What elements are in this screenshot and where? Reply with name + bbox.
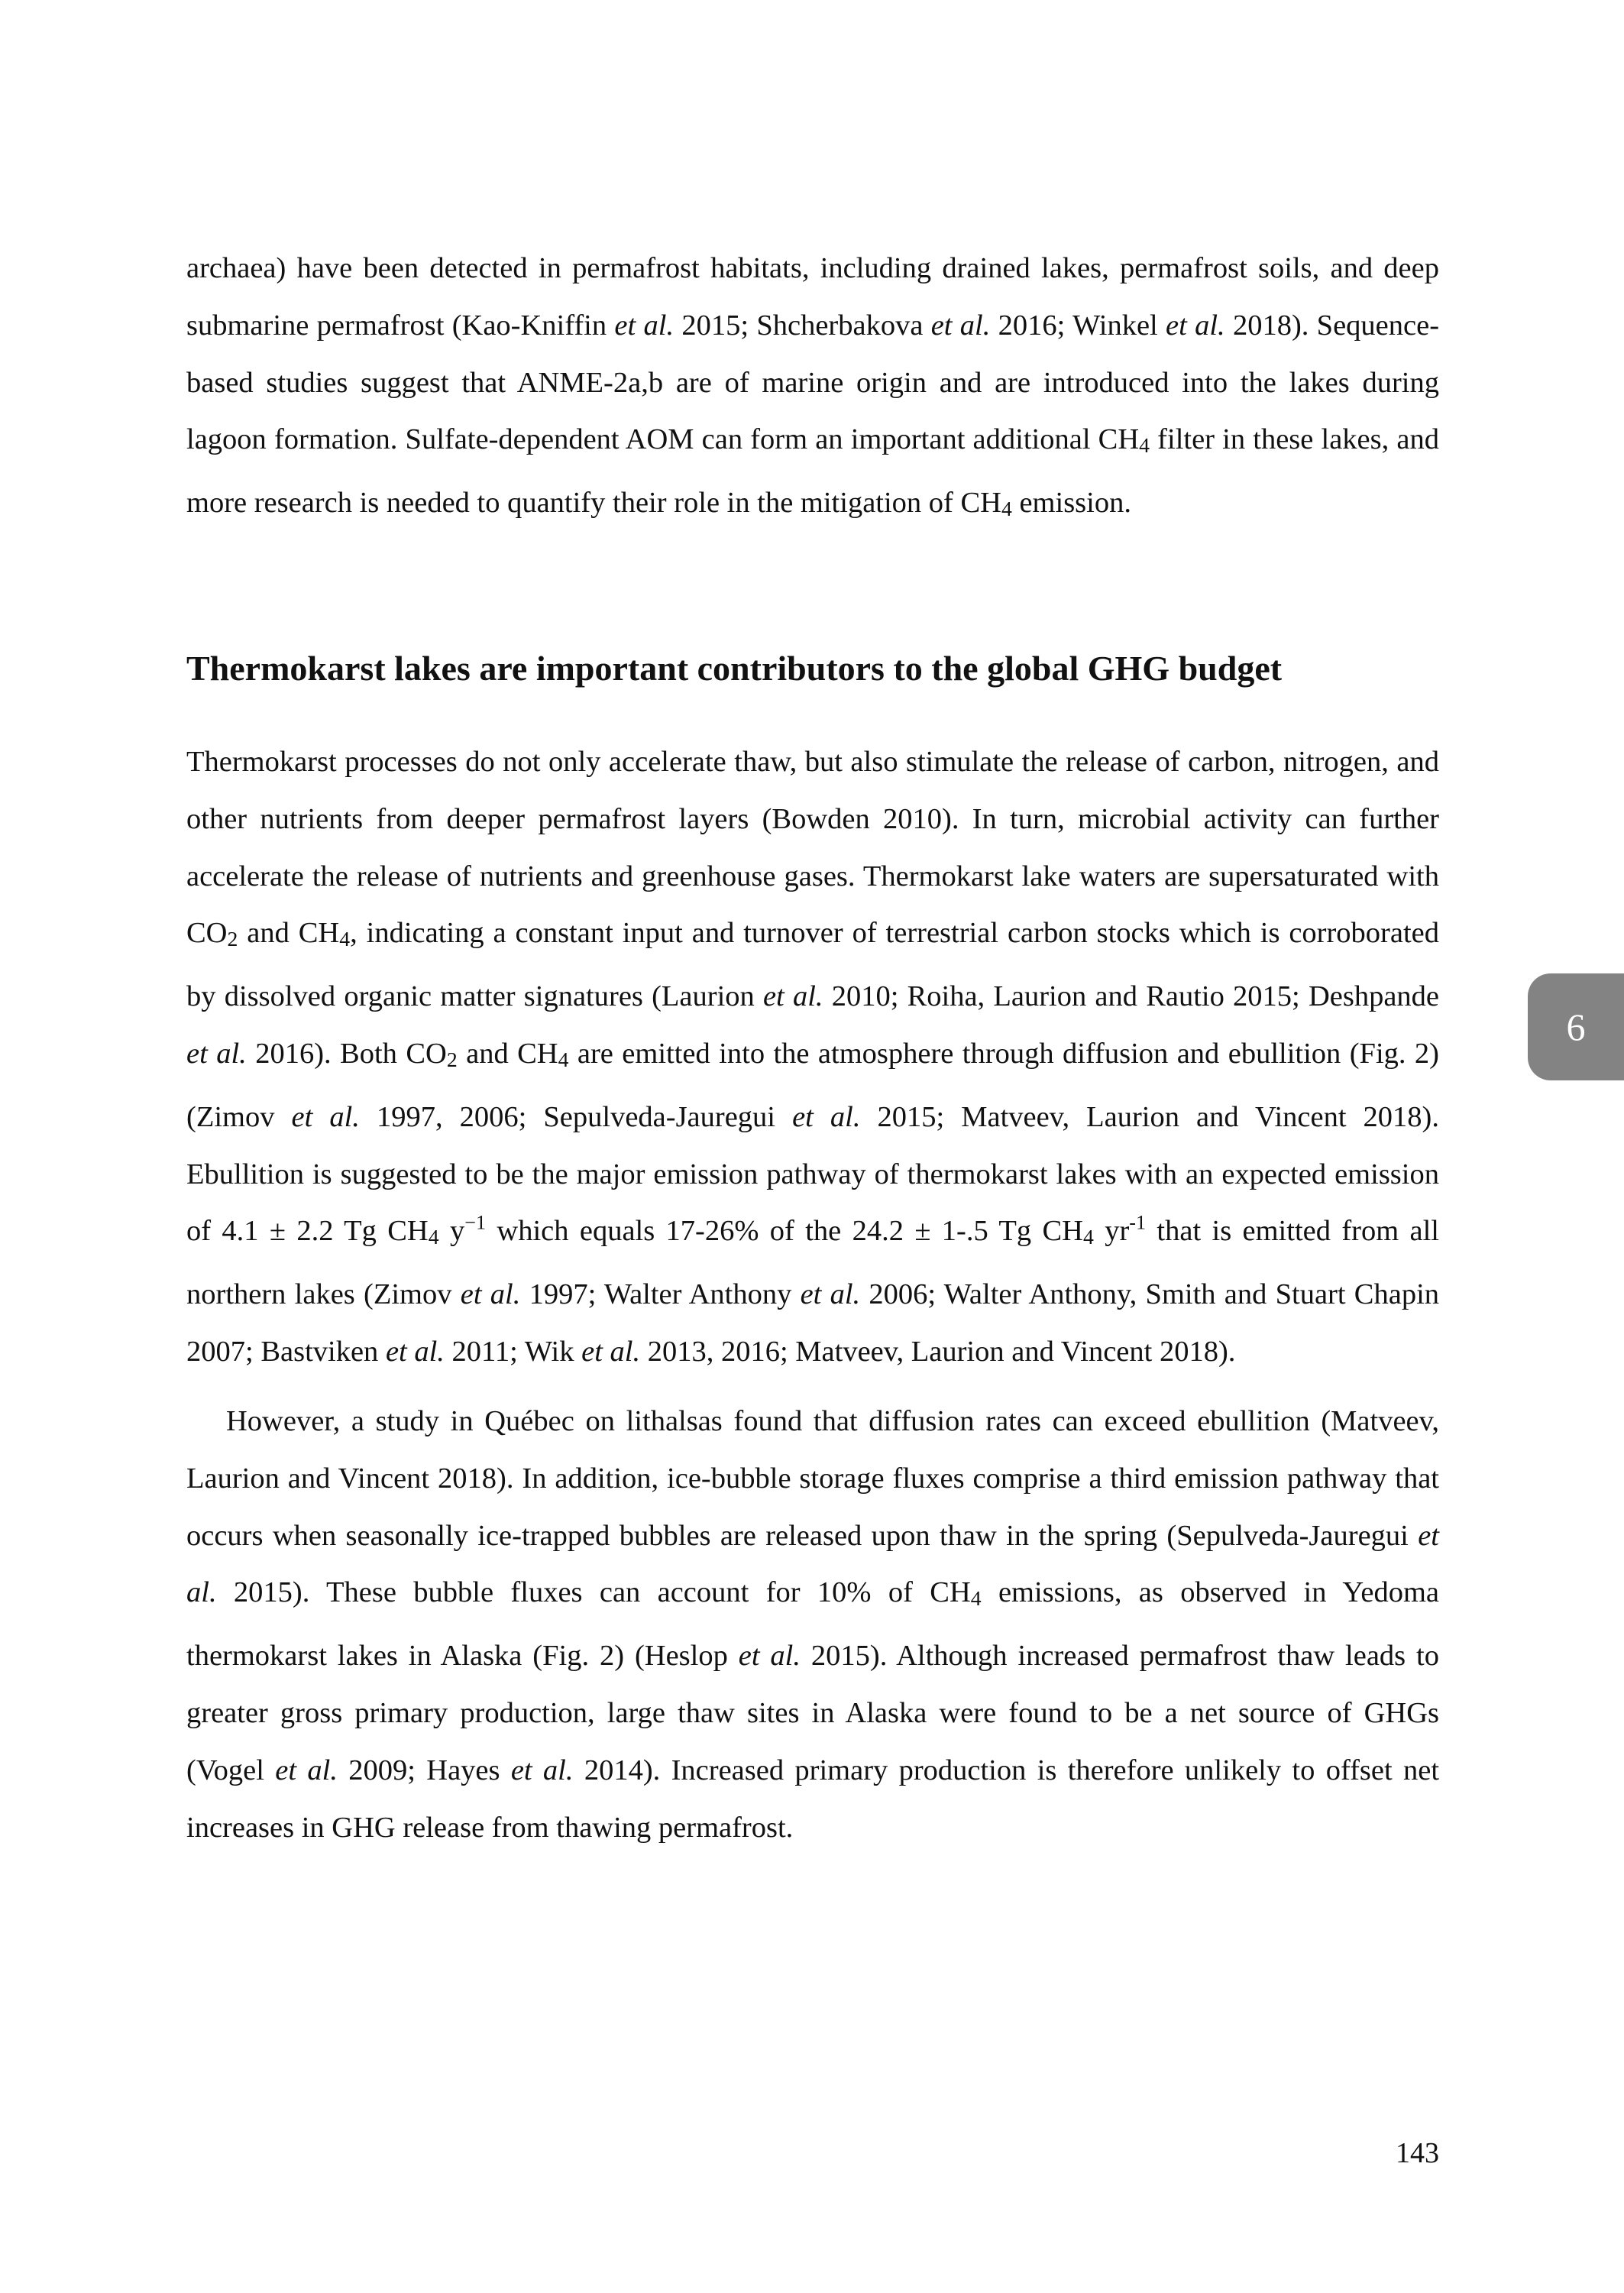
text-run: emissions, as observed in Yedoma thermokarst lakes in Alaska (Fig. 2) (Heslop [186,1576,1439,1673]
text-run: Thermokarst processes do not only accelerate thaw, but also stimulate the release of carbon, nitrogen, and other nutrients from deeper permafrost layers (Bowden 2010). In turn, microbial activity can further accelerate the release of nutrients and greenhouse gases. Thermokarst lake waters are supersaturated with CO [186,746,1439,950]
text-run: and CH [457,1037,558,1070]
italic-run: et al. [275,1754,338,1786]
paragraph-thermokarst-processes [186,734,1439,1381]
text-run: y [438,1215,465,1248]
text-run: emission. [1011,487,1131,520]
text-run: yr [1093,1215,1130,1248]
italic-run: et al. [738,1640,801,1673]
text-run: 2015). These bubble fluxes can account for 10% of CH [216,1576,971,1609]
text-run: and CH [238,917,340,950]
text-run: 2016). Both CO [246,1037,447,1070]
paragraph-diffusion-and-bubbles [186,1393,1439,1856]
italic-run: et al. [1166,309,1225,342]
italic-run: et al. [581,1335,641,1368]
subscript: 2 [227,927,238,951]
italic-run: et al. [186,1037,247,1070]
italic-run: et al. [385,1335,445,1368]
text-run: filter in these lakes, and more research is needed to quantify their role in the mitigation of CH [186,423,1439,520]
text-run: 2018). Sequence-based studies suggest that ANME-2a,b are of marine origin and are introduced into the lakes during lagoon formation. Sulfate-dependent AOM can form an important additional CH [186,309,1440,456]
subscript: 4 [428,1225,439,1249]
text-run: 1997, 2006; Sepulveda-Jauregui [359,1100,793,1133]
italic-run: et al. [291,1100,360,1133]
italic-run: et al. [186,1519,1439,1609]
text-run: 2015). Although increased permafrost thaw leads to greater gross primary production, large thaw sites in Alaska were found to be a net source of GHGs (Vogel [186,1640,1439,1786]
subscript: 4 [558,1047,569,1071]
subscript: 4 [1001,497,1012,521]
subscript: 4 [1082,1225,1094,1249]
italic-run: et al. [792,1100,861,1133]
text-run: 2010; Roiha, Laurion and Rautio 2015; Deshpande [823,980,1439,1013]
text-run: However, a study in Québec on lithalsas found that diffusion rates can exceed ebullition (Matveev, Laurion and Vincent 2018). In addition, ice-bubble storage fluxes comprise a third emission pathway that occurs when seasonally ice-trapped bubbles are released upon thaw in the spring (Sepulveda-Jauregui [186,1405,1439,1552]
text-run: 2009; Hayes [337,1754,511,1786]
text-run: which equals 17-26% of the 24.2 ± 1-.5 Tg CH [486,1215,1083,1248]
text-run: 1997; Walter Anthony [520,1278,801,1311]
superscript: −1 [464,1211,487,1234]
subscript: 4 [339,927,351,951]
italic-run: et al. [762,980,823,1013]
text-run: 2015; Shcherbakova [674,309,931,342]
italic-run: et al. [614,309,675,342]
chapter-number: 6 [1566,1006,1586,1048]
subscript: 2 [446,1047,458,1071]
italic-run: et al. [510,1754,574,1786]
italic-run: et al. [800,1278,861,1311]
text-run: , indicating a constant input and turnover of terrestrial carbon stocks which is corroborated by dissolved organic matter signatures (Laurion [186,917,1440,1013]
text-run: 2006; Walter Anthony, Smith and Stuart Chapin 2007; Bastviken [186,1278,1440,1368]
superscript: -1 [1129,1211,1147,1234]
subscript: 4 [970,1586,982,1611]
subscript: 4 [1139,433,1150,458]
text-run: 2011; Wik [444,1335,582,1368]
paragraph-continuation [186,240,1439,538]
text-run: 2015; Matveev, Laurion and Vincent 2018). Ebullition is suggested to be the major emission pathway of thermokarst lakes with an expected emission of 4.1 ± 2.2 Tg CH [186,1100,1440,1248]
text-run: 2016; Winkel [990,309,1166,342]
section-heading: Thermokarst lakes are important contributors to the global GHG budget [186,649,1283,688]
chapter-tab [1528,973,1624,1080]
italic-run: et al. [460,1278,521,1311]
text-run: are emitted into the atmosphere through diffusion and ebullition (Fig. 2) (Zimov [186,1037,1439,1133]
text-run: 2013, 2016; Matveev, Laurion and Vincent 2018). [640,1335,1236,1368]
italic-run: et al. [930,309,991,342]
text-run: that is emitted from all northern lakes (Zimov [186,1215,1439,1311]
text-run: 2014). Increased primary production is therefore unlikely to offset net increases in GHG release from thawing permafrost. [186,1754,1440,1844]
text-run: archaea) have been detected in permafrost habitats, including drained lakes, permafrost soils, and deep submarine permafrost (Kao-Kniffin [186,252,1439,342]
page-number: 143 [1396,2137,1439,2169]
